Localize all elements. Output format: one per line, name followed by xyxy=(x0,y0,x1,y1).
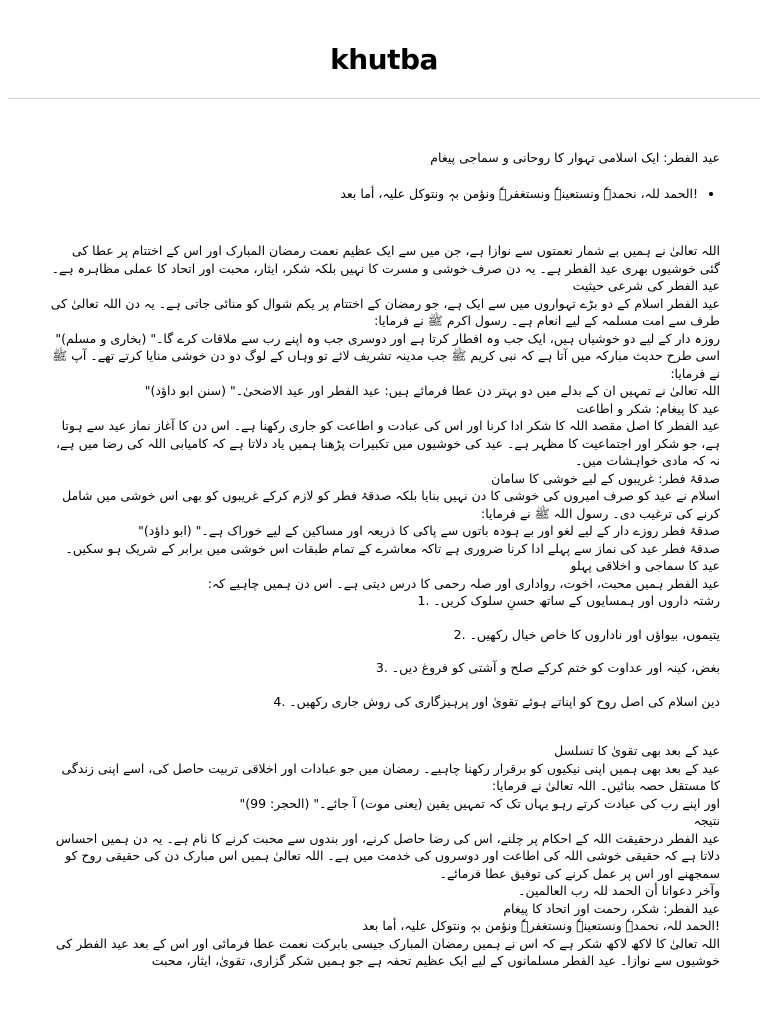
section-heading: صدقۂ فطر: غریبوں کے لیے خوشی کا سامان xyxy=(491,470,720,486)
section-heading: نتیجہ xyxy=(693,813,720,828)
numbered-point: بغض، کینہ اور عداوت کو ختم کرکے صلح و آشتی کو فروغ دیں۔ .3 xyxy=(375,660,720,675)
section-heading: عید الفطر کی شرعی حیثیت xyxy=(572,278,720,293)
closing-dua: وآخر دعوانا أن الحمد للہ رب العالمین۔ xyxy=(518,883,720,898)
hadith-quote: روزہ دار کے لیے دو خوشیاں ہیں، ایک جب وہ افطار کرتا ہے اور دوسری جب وہ اپنے رب سے ملاقات کرے گا۔" (بخاری و مسلم)" xyxy=(55,330,720,346)
opening-invocation: !الحمد للہ، نحمدہٗ ونستعینہٗ ونستغفرہٗ ونؤمن بہٖ ونتوکل علیہ، أما بعد xyxy=(340,185,698,201)
paragraph: اللہ تعالیٰ کا لاکھ لاکھ شکر ہے کہ اس نے ہمیں رمضان المبارک جیسی بابرکت نعمت عطا فرمائی اور اس کے بعد عید الفطر کی خوشیوں سے نوازا۔ عید الفطر مسلمانوں کے لیے ایک عظیم تحفہ ہے جو ہمیں شکر گزاری، تقویٰ، ایثار، محبت xyxy=(55,935,720,968)
page-title: khutba xyxy=(330,43,438,76)
quran-quote: اور اپنے رب کی عبادت کرتے رہو یہاں تک کہ تمہیں یقین (یعنی موت) آ جائے۔" (الحجر: 99)" xyxy=(239,795,720,811)
section-heading: عید الفطر: شکر، رحمت اور اتحاد کا پیغام xyxy=(503,900,720,916)
section-heading: عید کے بعد بھی تقویٰ کا تسلسل xyxy=(554,743,720,758)
opening-list xyxy=(48,185,720,203)
paragraph: صدقۂ فطر عید کی نماز سے پہلے ادا کرنا ضروری ہے تاکہ معاشرے کے تمام طبقات اس خوشی میں برابر کے شریک ہو سکیں۔ xyxy=(65,540,720,556)
numbered-point: رشتہ داروں اور ہمسایوں کے ساتھ حسنِ سلوک کریں۔ .1 xyxy=(417,593,720,608)
page-header xyxy=(8,0,760,99)
paragraph: اللہ تعالیٰ نے ہمیں بے شمار نعمتوں سے نوازا ہے، جن میں سے ایک عظیم نعمت رمضان المبارک اور اس کے اختتام پر عطا کی گئی خوشیوں بھری عید الفطر ہے۔ یہ دن صرف خوشی و مسرت کا نہیں بلکہ شکر، ایثار، محبت اور اتحاد کا عملی مظاہرہ ہے۔ xyxy=(51,243,720,276)
list-item xyxy=(48,185,698,203)
closing-section xyxy=(48,742,720,970)
intro-section xyxy=(48,242,720,610)
section-heading: عید کا سماجی و اخلاقی پہلو xyxy=(570,558,720,573)
paragraph: اسلام نے عید کو صرف امیروں کی خوشی کا دن نہیں بنایا بلکہ صدقۂ فطر کو لازم کرکے غریبوں کو بھی اس خوشی میں شامل کرنے کی ترغیب دی۔ رسول اللہ ﷺ نے فرمایا: xyxy=(62,488,720,521)
paragraph: عید الفطر ہمیں محبت، اخوت، رواداری اور صلہ رحمی کا درس دیتی ہے۔ اس دن ہمیں چاہیے کہ: xyxy=(207,575,720,591)
paragraph: اسی طرح حدیث مبارکہ میں آتا ہے کہ نبی کریم ﷺ جب مدینہ تشریف لائے تو وہاں کے لوگ دو دن خوشی منایا کرتے تھے۔ آپ ﷺ نے فرمایا: xyxy=(52,348,720,381)
hadith-quote: اللہ تعالیٰ نے تمہیں ان کے بدلے میں دو بہتر دن عطا فرمائے ہیں: عید الفطر اور عید الاضحیٰ۔" (سنن ابو داؤد)" xyxy=(144,383,720,398)
opening-invocation: !الحمد للہ، نحمدہٗ ونستعینہٗ ونستغفرہٗ ونؤمن بہٖ ونتوکل علیہ، أما بعد xyxy=(362,918,720,933)
numbered-point: دین اسلام کی اصل روح کو اپناتے ہوئے تقویٰ اور پرہیزگاری کی روش جاری رکھیں۔ .4 xyxy=(273,693,720,709)
khutba-content xyxy=(0,99,768,970)
section-heading: عید کا پیغام: شکر و اطاعت xyxy=(576,400,720,416)
paragraph: عید کے بعد بھی ہمیں اپنی نیکیوں کو برقرار رکھنا چاہیے۔ رمضان میں جو عبادات اور اخلاقی تربیت حاصل کی، اسے اپنی زندگی کا مستقل حصہ بنائیں۔ اللہ تعالیٰ نے فرمایا: xyxy=(61,760,720,793)
hadith-quote: صدقۂ فطر روزے دار کے لیے لغو اور بے ہودہ باتوں سے پاکی کا ذریعہ اور مساکین کے لیے خوراک ہے۔" (ابو داؤد)" xyxy=(138,523,720,538)
numbered-point: یتیموں، بیواؤں اور ناداروں کا خاص خیال رکھیں۔ .2 xyxy=(453,626,720,642)
khutba-subtitle: عید الفطر: ایک اسلامی تہوار کا روحانی و سماجی پیغام xyxy=(430,150,720,165)
paragraph: عید الفطر درحقیقت اللہ کے احکام پر چلنے، اس کی رضا حاصل کرنے، اور بندوں سے محبت کرنے کا نام ہے۔ یہ دن ہمیں احساس دلاتا ہے کہ حقیقی خوشی اللہ کی اطاعت اور دوسروں کی خدمت میں ہے۔ اللہ تعالیٰ ہمیں اس مبارک دن کی حقیقی روح کو سمجھنے اور اس پر عمل کرنے کی توفیق عطا فرمائے۔ xyxy=(55,830,720,881)
paragraph: عید الفطر اسلام کے دو بڑے تہواروں میں سے ایک ہے، جو رمضان کے اختتام پر یکم شوال کو منائی جاتی ہے۔ یہ دن اللہ تعالیٰ کی طرف سے امت مسلمہ کے لیے انعام ہے۔ رسول اکرم ﷺ نے فرمایا: xyxy=(50,295,720,328)
paragraph: عید الفطر کا اصل مقصد اللہ کا شکر ادا کرنا اور اس کی عبادت و اطاعت کو جاری رکھنا ہے۔ اس دن کا آغاز نماز عید سے ہوتا ہے، جو شکر اور اجتماعیت کا مظہر ہے۔ عید کی خوشیوں میں تکبیرات پڑھنا ہمیں یاد دلاتا ہے کہ کامیابی اللہ کی رضا میں ہے، نہ کہ مادی خواہشات میں۔ xyxy=(55,418,720,468)
